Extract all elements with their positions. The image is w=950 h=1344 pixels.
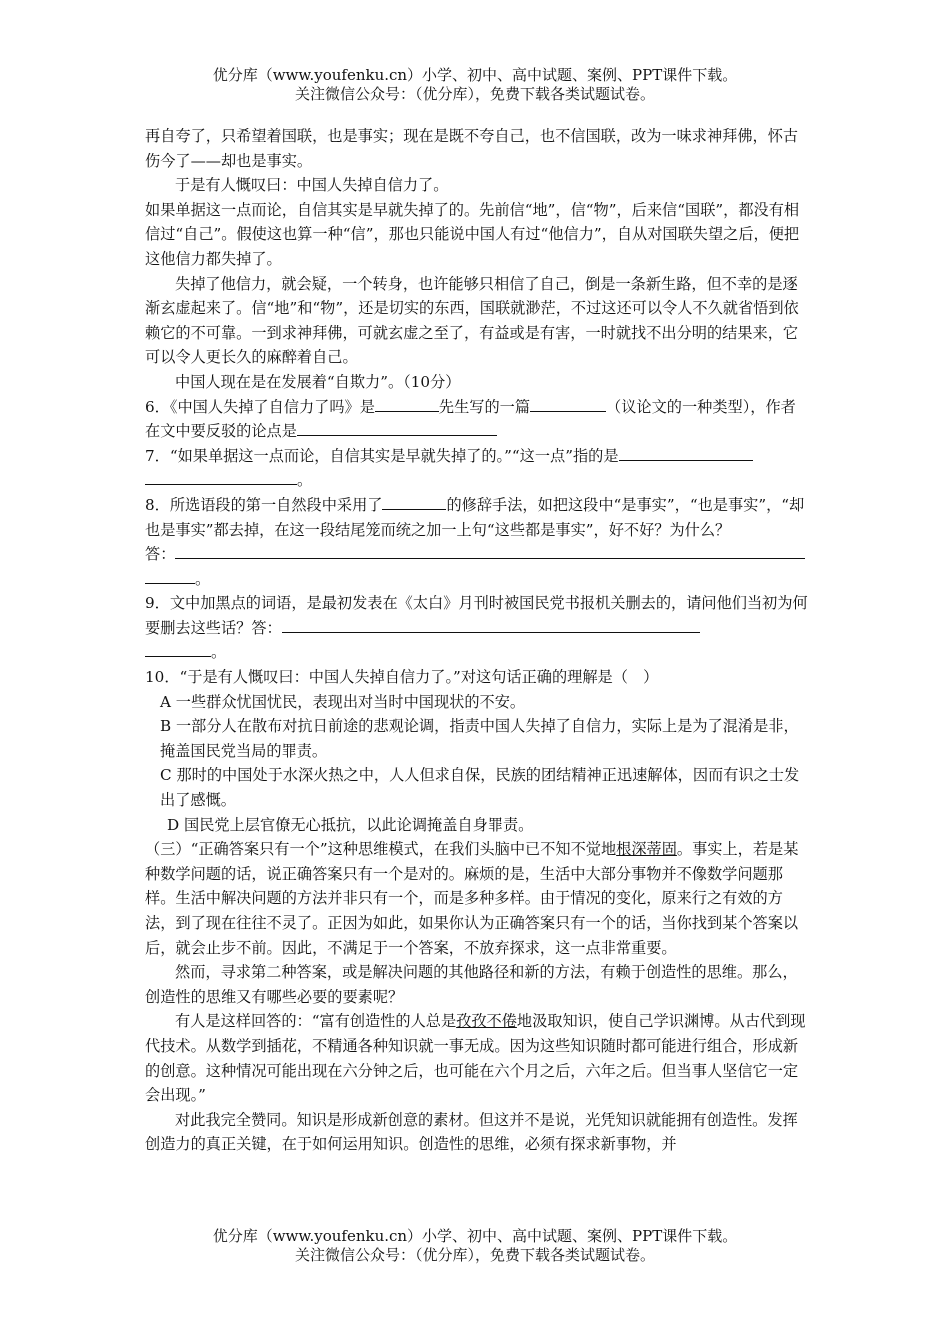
q9-text: 9．文中加黑点的词语，是最初发表在《太白》月刊时被国民党书报机关删去的，请问他们当初为何要删去这些话？答： <box>145 594 808 637</box>
passage3-paragraph-4: 对此我完全赞同。知识是形成新创意的素材。但这并不是说，光凭知识就能拥有创造性。发挥创造力的真正关键，在于如何运用知识。创造性的思维，必须有探求新事物，并 <box>145 1110 798 1154</box>
q8-text-b: 的修辞手法，如把这段中“是事实”，“也是事实”，“却也是事实”都去掉，在这一段结尾笼而统之加一上句“这些都是事实”，好不好？为什么？ <box>145 495 805 539</box>
p3-3-text-a: 有人是这样回答的：“富有创造性的人总是 <box>175 1012 457 1031</box>
header-line-2: 关注微信公众号：（优分库），免费下载各类试题试卷。 <box>294 85 655 103</box>
q6-blank-argument[interactable] <box>297 419 497 436</box>
footer-line-2: 关注微信公众号：（优分库），免费下载各类试题试卷。 <box>294 1246 655 1264</box>
question-8 <box>145 493 811 542</box>
q10-option-a[interactable]: A 一些群众忧国忧民，表现出对当时中国现状的不安。 <box>160 692 526 711</box>
passage3-paragraph-2: 然而，寻求第二种答案，或是解决问题的其他路径和新的方法，有赖于创造性的思维。那么，创造性的思维又有哪些必要的要素呢？ <box>145 963 798 1006</box>
underlined-word: 孜孜不倦 <box>456 1012 517 1031</box>
q6-text-b: 先生写的一篇 <box>438 397 531 416</box>
q8-answer-blank-1[interactable] <box>175 542 805 559</box>
question-9 <box>145 591 811 665</box>
q6-text-c: （议论文的一种类型），作者在文中要反驳的论点是 <box>145 397 796 441</box>
footer-line-1: 优分库（www.youfenku.cn）小学、初中、高中试题、案例、PPT课件下载。 <box>212 1227 738 1245</box>
q8-end: 。 <box>195 569 211 588</box>
q7-end: 。 <box>297 471 313 490</box>
page-header <box>0 66 950 104</box>
passage2-paragraph-5: 中国人现在是在发展着“自欺力”。（10分） <box>175 372 461 391</box>
p3-text-b: 。事实上，若是某种数学问题的话，说正确答案只有一个是对的。麻烦的是，生活中大部分事物并不像数学问题那样。生活中解决问题的方法并非只有一个，而是多种多样。由于情况的变化，原来行之有效的方法，到了现在往往不灵了。正因为如此，如果你认为正确答案只有一个的话，当你找到某个答案以后，就会止步不前。因此，不满足于一个答案，不放弃探求，这一点非常重要。 <box>145 840 799 957</box>
q10-option-c[interactable]: C 那时的中国处于水深火热之中，人人但求自保，民族的团结精神正迅速解体，因而有识之士发出了感慨。 <box>160 766 800 810</box>
q8-answer-label: 答： <box>145 545 176 564</box>
q6-blank-type[interactable] <box>530 395 606 412</box>
q9-end: 。 <box>211 643 227 662</box>
q7-blank-1[interactable] <box>619 444 753 461</box>
passage2-paragraph-1: 再自夸了，只希望着国联，也是事实；现在是既不夸自己，也不信国联，改为一味求神拜佛，怀古伤今了——却也是事实。 <box>145 127 799 170</box>
underlined-dotted-word: 根深蒂固 <box>616 840 677 859</box>
q7-blank-2[interactable] <box>145 468 297 485</box>
q8-text-a: 8．所选语段的第一自然段中采用了 <box>145 495 383 514</box>
q9-answer-blank-2[interactable] <box>145 640 211 657</box>
q10-option-d[interactable]: D 国民党上层官僚无心抵抗，以此论调掩盖自身罪责。 <box>167 815 534 834</box>
q8-blank-rhetoric[interactable] <box>382 493 446 510</box>
p3-text-a: （三）“正确答案只有一个”这种思维模式，在我们头脑中已不知不觉地 <box>145 840 617 859</box>
page-footer <box>0 1227 950 1265</box>
q9-answer-blank-1[interactable] <box>282 616 700 633</box>
passage2-paragraph-2: 于是有人慨叹曰：中国人失掉自信力了。 <box>175 176 449 195</box>
q8-answer-blank-2[interactable] <box>145 567 195 584</box>
passage2-paragraph-3: 如果单据这一点而论，自信其实是早就失掉了的。先前信“地”，信“物”，后来信“国联”，都没有相信过“自己”。假使这也算一种“信”，那也只能说中国人有过“他信力”，自从对国联失望之后，便把这他信力都失掉了。 <box>145 200 800 268</box>
q10-option-b[interactable]: B 一部分人在散布对抗日前途的悲观论调，指责中国人失掉了自信力，实际上是为了混淆是非，掩盖国民党当局的罪责。 <box>160 717 799 760</box>
passage3-paragraph-1 <box>145 837 811 960</box>
q8-answer <box>145 542 811 591</box>
question-6 <box>145 395 811 444</box>
q6-text-a: 6．《中国人失掉了自信力了吗》是 <box>145 397 375 416</box>
passage3-paragraph-3 <box>145 1009 811 1107</box>
passage2-paragraph-4: 失掉了他信力，就会疑，一个转身，也许能够只相信了自己，倒是一条新生路，但不幸的是逐渐玄虚起来了。信“地”和“物”，还是切实的东西，国联就渺茫，不过这还可以令人不久就省悟到依赖它的不可靠。一到求神拜佛，可就玄虚之至了，有益或是有害，一时就找不出分明的结果来，它可以令人更长久的麻醉着自己。 <box>145 274 799 367</box>
header-line-1: 优分库（www.youfenku.cn）小学、初中、高中试题、案例、PPT课件下载。 <box>212 66 738 84</box>
question-7 <box>145 444 811 493</box>
q7-text: 7．“如果单据这一点而论，自信其实是早就失掉了的。”“这一点”指的是 <box>145 446 619 465</box>
q6-blank-author[interactable] <box>375 395 439 412</box>
p3-3-text-b: 地汲取知识，使自己学识渊博。从古代到现代技术。从数学到插花，不精通各种知识就一事无成。因为这些知识随时都可能进行组合，形成新的创意。这种情况可能出现在六分钟之后，也可能在六个月之后，六年之后。但当事人坚信它一定会出现。” <box>145 1012 806 1105</box>
document-body <box>145 124 811 1157</box>
question-10-stem: 10．“于是有人慨叹曰：中国人失掉自信力了。”对这句话正确的理解是（ ） <box>145 668 659 687</box>
